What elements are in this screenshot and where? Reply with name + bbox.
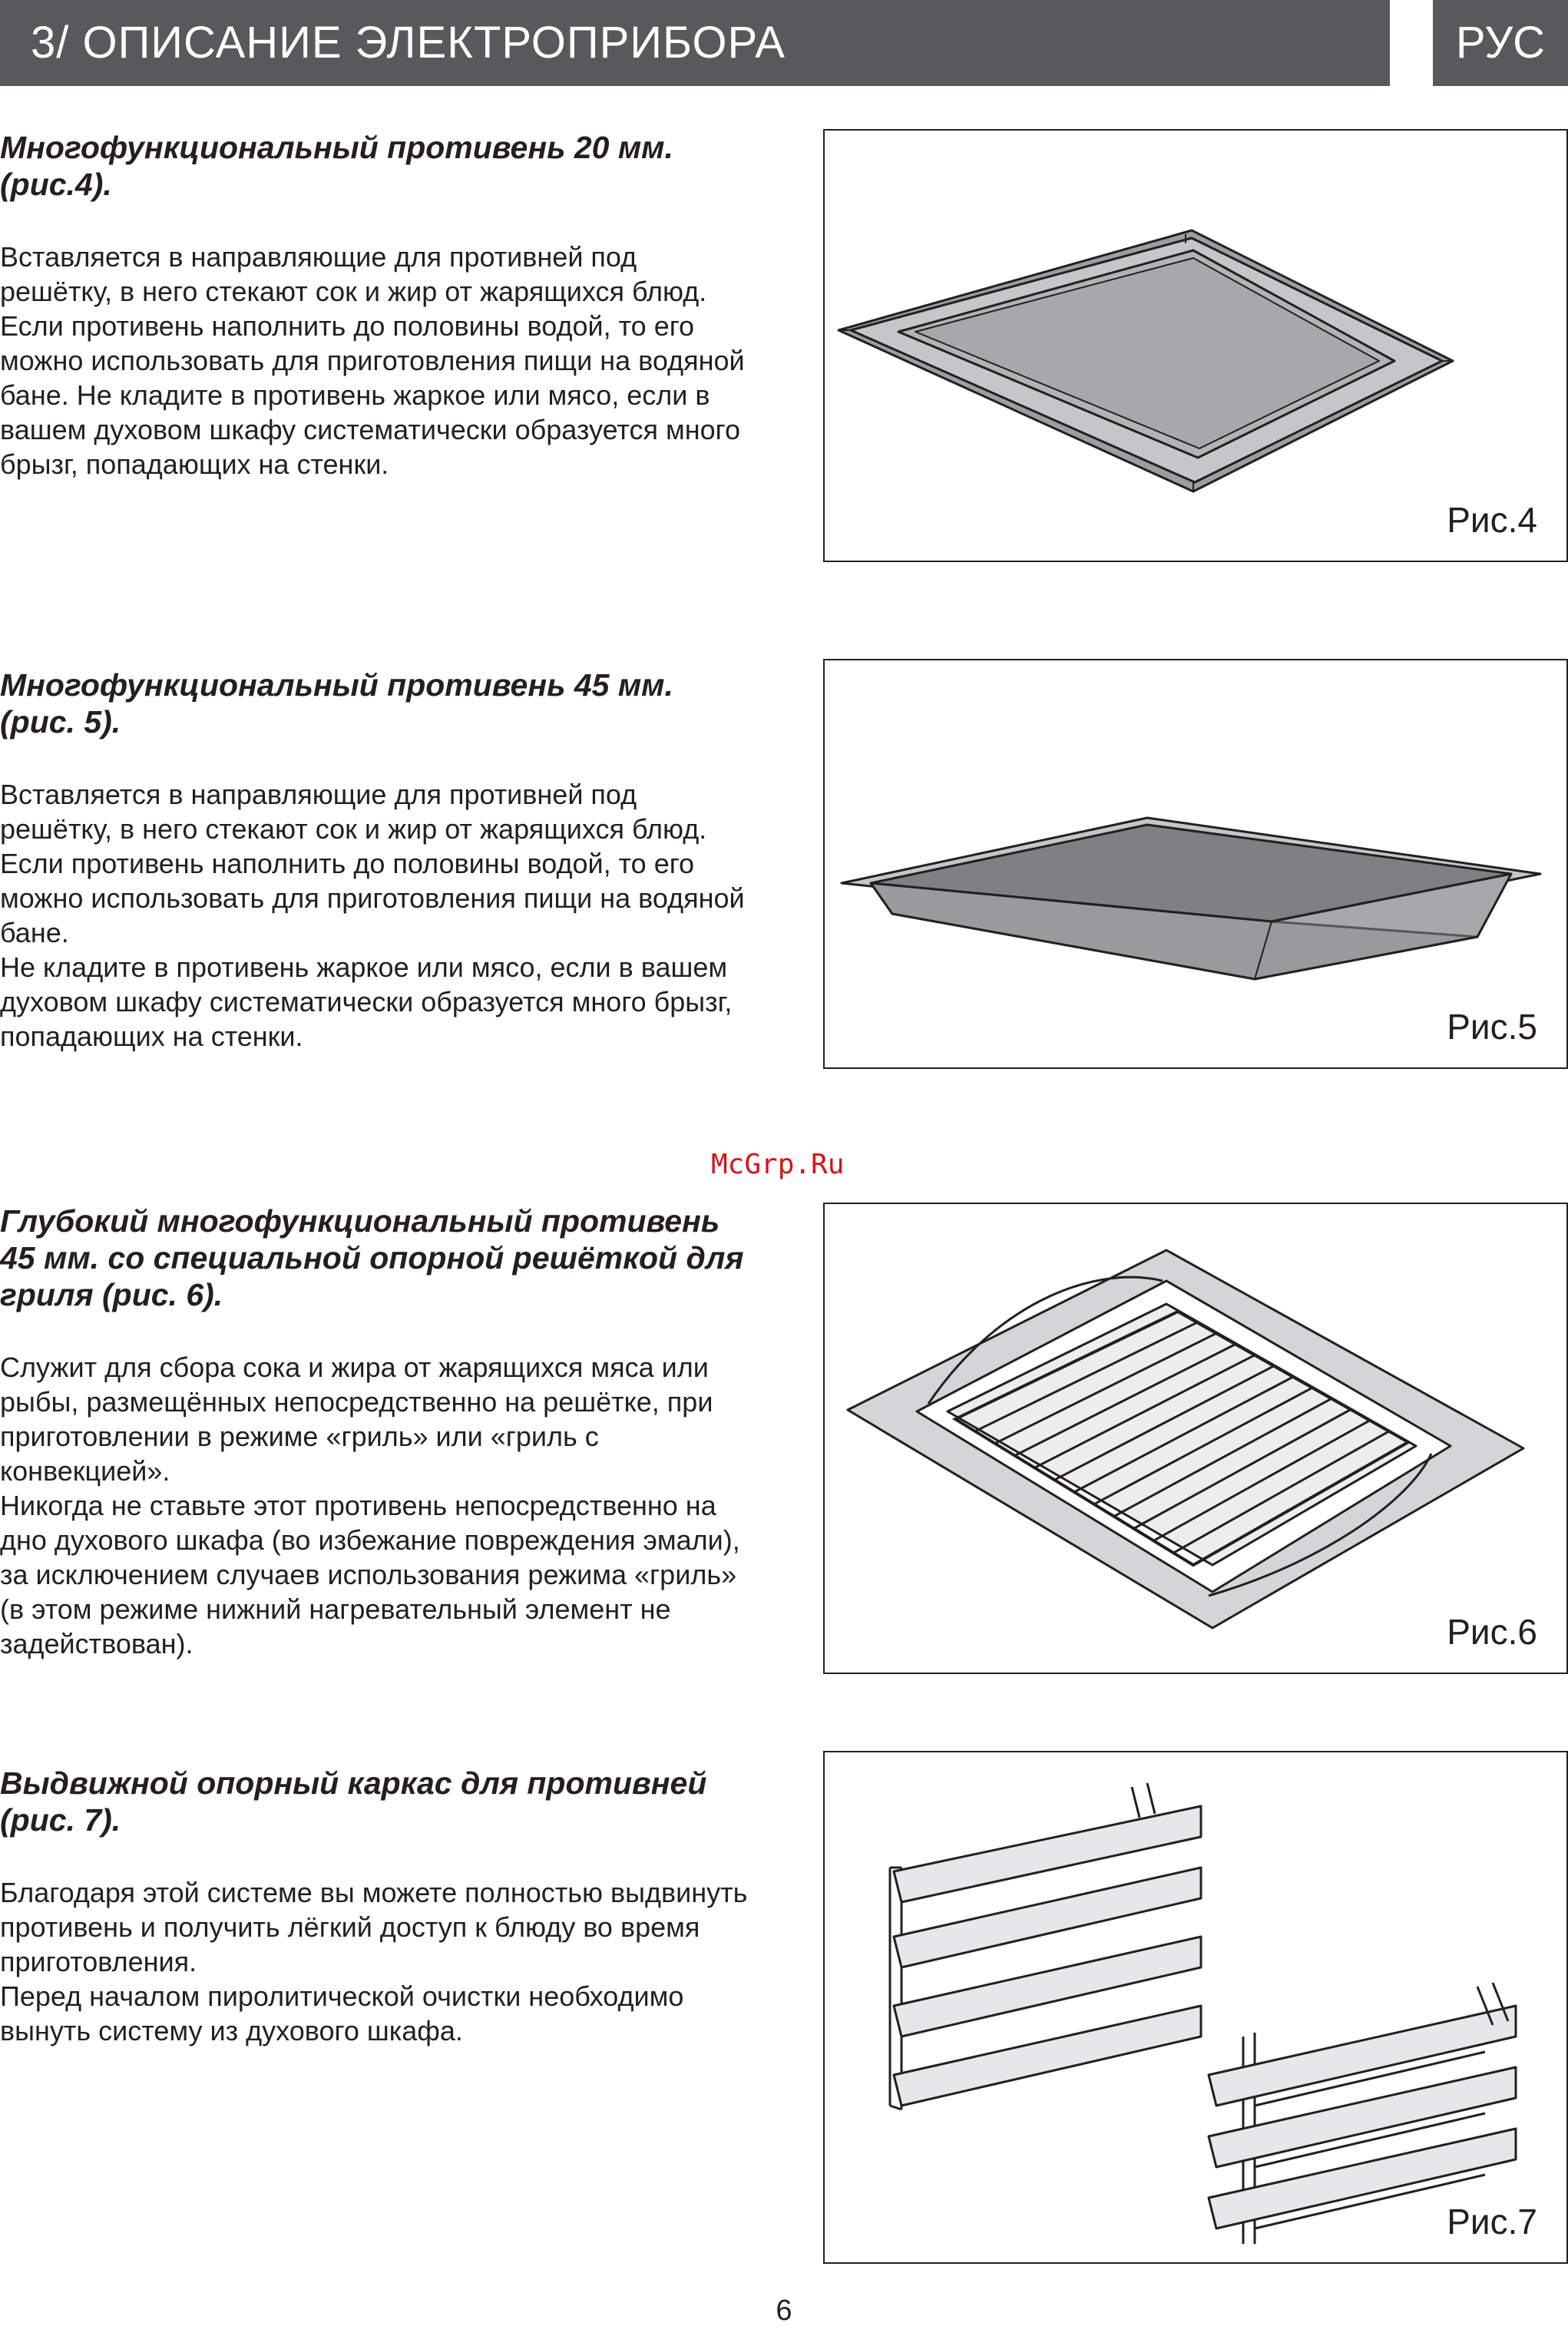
language-label: РУС bbox=[1455, 18, 1546, 68]
figure-4 bbox=[823, 129, 1568, 562]
section-tray-45mm bbox=[0, 667, 753, 1054]
section-title: Многофункциональный противень 20 мм. (рис.4). bbox=[0, 130, 673, 202]
figure-6 bbox=[823, 1203, 1568, 1674]
grill-tray-with-rack-icon bbox=[825, 1204, 1566, 1673]
section-title: Многофункциональный противень 45 мм. (рис. 5). bbox=[0, 667, 673, 740]
section-title: Глубокий многофункциональный противень 45 мм. со специальной опорной решёткой для гриля (рис. 6). bbox=[0, 1203, 744, 1312]
section-body: Вставляется в направляющие для противней под решётку, в него стекают сок и жир от жарящихся блюд. Если противень наполнить до половины водой, то его можно использовать для приготовления пищи на водяной бане. Не кладите в противень жаркое или мясо, если в вашем духовом шкафу систематически образуется много брызг, попадающих на стенки. bbox=[0, 779, 745, 1052]
section-tray-20mm bbox=[0, 129, 753, 481]
page-title: 3/ ОПИСАНИЕ ЭЛЕКТРОПРИБОРА bbox=[31, 18, 786, 68]
figure-5 bbox=[823, 659, 1568, 1069]
section-body: Вставляется в направляющие для противней под решётку, в него стекают сок и жир от жарящихся блюд. Если противень наполнить до половины водой, то его можно использовать для приготовления пищи на водяной бане. Не кладите в противень жаркое или мясо, если в вашем духовом шкафу систематически образуется много брызг, попадающих на стенки. bbox=[0, 241, 745, 480]
section-telescopic-rails bbox=[0, 1765, 753, 2048]
header-bar bbox=[0, 0, 1390, 86]
section-grill-tray bbox=[0, 1203, 753, 1661]
figure-label: Рис.5 bbox=[1447, 1007, 1537, 1047]
figure-label: Рис.7 bbox=[1447, 2202, 1537, 2242]
section-body: Служит для сбора сока и жира от жарящихся мяса или рыбы, размещённых непосредственно на решётке, при приготовлении в режиме «гриль» или «гриль с конвекцией». Никогда не ставьте этот противень непосредственно на дно духового шкафа (во избежание повреждения эмали), за исключением случаев использования режима «гриль» (в этом режиме нижний нагревательный элемент не задействован). bbox=[0, 1352, 740, 1659]
watermark: McGrp.Ru bbox=[711, 1149, 845, 1180]
language-badge bbox=[1433, 0, 1568, 86]
section-title: Выдвижной опорный каркас для противней (рис. 7). bbox=[0, 1765, 707, 1838]
figure-7 bbox=[823, 1751, 1568, 2264]
page-number: 6 bbox=[776, 2295, 792, 2327]
telescopic-rails-icon bbox=[825, 1752, 1566, 2262]
shallow-baking-tray-icon bbox=[825, 131, 1566, 561]
figure-label: Рис.4 bbox=[1447, 500, 1537, 540]
section-body: Благодаря этой системе вы можете полностью выдвинуть противень и получить лёгкий доступ к блюду во время приготовления. Перед началом пиролитической очистки необходимо вынуть систему из духового шкафа. bbox=[0, 1877, 748, 2046]
figure-label: Рис.6 bbox=[1447, 1612, 1537, 1652]
